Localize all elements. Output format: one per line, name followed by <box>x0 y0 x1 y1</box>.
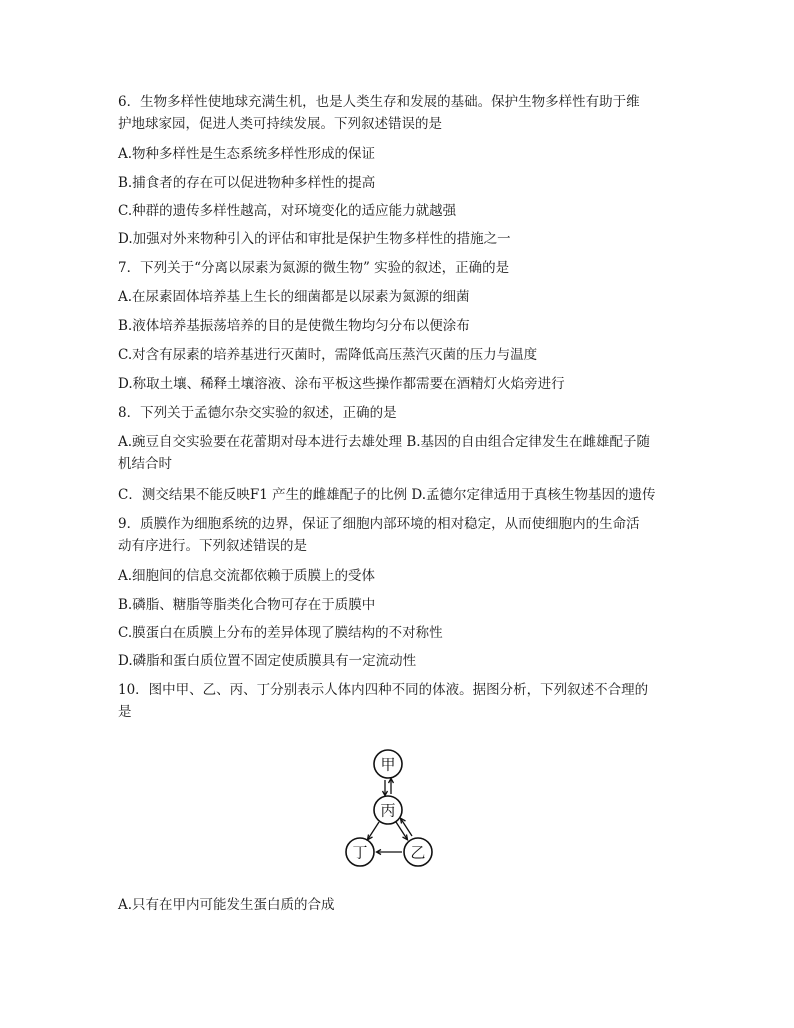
q8-option-ab-line-1: A.豌豆自交实验要在花蕾期对母本进行去雄处理 B.基因的自由组合定律发生在雌雄配子随 <box>118 434 651 450</box>
q7-option-c: C.对含有尿素的培养基进行灭菌时，需降低高压蒸汽灭菌的压力与温度 <box>118 347 538 363</box>
q6-option-c: C.种群的遗传多样性越高，对环境变化的适应能力就越强 <box>118 203 457 219</box>
node-jia-label: 甲 <box>380 755 396 774</box>
q10-stem-line-2: 是 <box>118 704 132 720</box>
q8-stem-line-1: 8．下列关于孟德尔杂交实验的叙述，正确的是 <box>118 405 397 421</box>
q7-stem-line-1: 7．下列关于“分离以尿素为氮源的微生物” 实验的叙述，正确的是 <box>118 260 510 276</box>
q10-option-a: A.只有在甲内可能发生蛋白质的合成 <box>118 897 335 913</box>
q6-stem-line-2: 护地球家园，促进人类可持续发展。下列叙述错误的是 <box>118 116 442 132</box>
q6-option-b: B.捕食者的存在可以促进物种多样性的提高 <box>118 175 376 191</box>
q6-option-d: D.加强对外来物种引入的评估和审批是保护生物多样性的措施之一 <box>118 231 511 247</box>
body-fluid-diagram <box>330 748 450 873</box>
q6-option-a: A.物种多样性是生态系统多样性形成的保证 <box>118 146 376 162</box>
q9-option-c: C.膜蛋白在质膜上分布的差异体现了膜结构的不对称性 <box>118 625 443 641</box>
arrow-yi-ding <box>377 850 403 855</box>
q9-option-a: A.细胞间的信息交流都依赖于质膜上的受体 <box>118 568 376 584</box>
node-bing-label: 丙 <box>380 801 396 820</box>
q6-stem-line-1: 6．生物多样性使地球充满生机，也是人类生存和发展的基础。保护生物多样性有助于维 <box>118 94 640 110</box>
q7-option-b: B.液体培养基振荡培养的目的是使微生物均匀分布以便涂布 <box>118 318 470 334</box>
node-ding-label: 丁 <box>352 843 368 862</box>
node-yi <box>404 838 432 866</box>
node-bing <box>374 796 402 824</box>
node-jia <box>374 750 402 778</box>
arrow-jia-bing <box>383 779 394 796</box>
q9-option-b: B.磷脂、糖脂等脂类化合物可存在于质膜中 <box>118 597 376 613</box>
q7-option-d: D.称取土壤、稀释土壤溶液、涂布平板这些操作都需要在酒精灯火焰旁进行 <box>118 376 565 392</box>
q8-option-cd: C．测交结果不能反映F1 产生的雌雄配子的比例 D.孟德尔定律适用于真核生物基因的遗传 <box>118 487 656 503</box>
arrow-bing-ding <box>368 822 380 840</box>
q9-stem-line-2: 动有序进行。下列叙述错误的是 <box>118 538 307 554</box>
q8-option-ab-line-2: 机结合时 <box>118 456 172 472</box>
node-ding <box>346 838 374 866</box>
q9-option-d: D.磷脂和蛋白质位置不固定使质膜具有一定流动性 <box>118 653 417 669</box>
arrow-bing-yi <box>396 818 412 840</box>
q9-stem-line-1: 9．质膜作为细胞系统的边界，保证了细胞内部环境的相对稳定，从而使细胞内的生命活 <box>118 516 640 532</box>
q7-option-a: A.在尿素固体培养基上生长的细菌都是以尿素为氮源的细菌 <box>118 289 470 305</box>
node-yi-label: 乙 <box>410 843 426 862</box>
q10-stem-line-1: 10．图中甲、乙、丙、丁分别表示人体内四种不同的体液。据图分析，下列叙述不合理的 <box>118 682 649 698</box>
